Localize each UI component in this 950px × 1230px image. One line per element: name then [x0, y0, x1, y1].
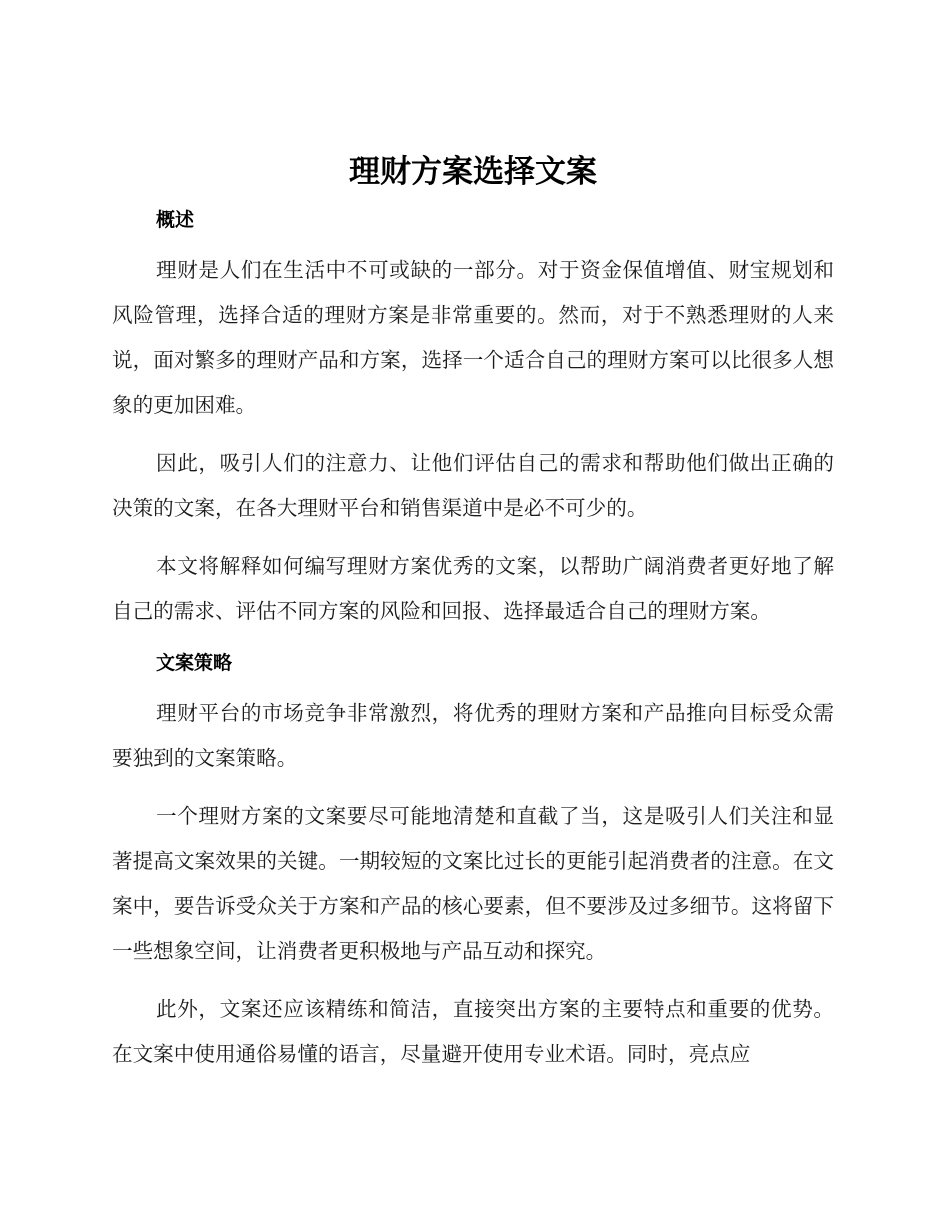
paragraph: 本文将解释如何编写理财方案优秀的文案，以帮助广阔消费者更好地了解自己的需求、评估不同方案的风险和回报、选择最适合自己的理财方案。	[112, 554, 834, 623]
section-heading-overview: 概述	[156, 209, 195, 231]
paragraph: 因此，吸引人们的注意力、让他们评估自己的需求和帮助他们做出正确的决策的文案，在各大理财平台和销售渠道中是必不可少的。	[112, 451, 834, 520]
document-page	[112, 150, 834, 1090]
paragraph: 理财是人们在生活中不可或缺的一部分。对于资金保值增值、财宝规划和风险管理，选择合适的理财方案是非常重要的。然而，对于不熟悉理财的人来说，面对繁多的理财产品和方案，选择一个适合自己的理财方案可以比很多人想象的更加困难。	[112, 258, 834, 417]
document-title: 理财方案选择文案	[349, 154, 597, 190]
paragraph: 一个理财方案的文案要尽可能地清楚和直截了当，这是吸引人们关注和显著提高文案效果的关键。一期较短的文案比过长的更能引起消费者的注意。在文案中，要告诉受众关于方案和产品的核心要素，但不要涉及过多细节。这将留下一些想象空间，让消费者更积极地与产品互动和探究。	[112, 804, 834, 963]
paragraph: 此外，文案还应该精练和简洁，直接突出方案的主要特点和重要的优势。在文案中使用通俗易懂的语言，尽量避开使用专业术语。同时，亮点应	[112, 997, 834, 1066]
paragraph: 理财平台的市场竞争非常激烈，将优秀的理财方案和产品推向目标受众需要独到的文案策略。	[112, 701, 834, 770]
section-heading-strategy: 文案策略	[156, 652, 233, 674]
